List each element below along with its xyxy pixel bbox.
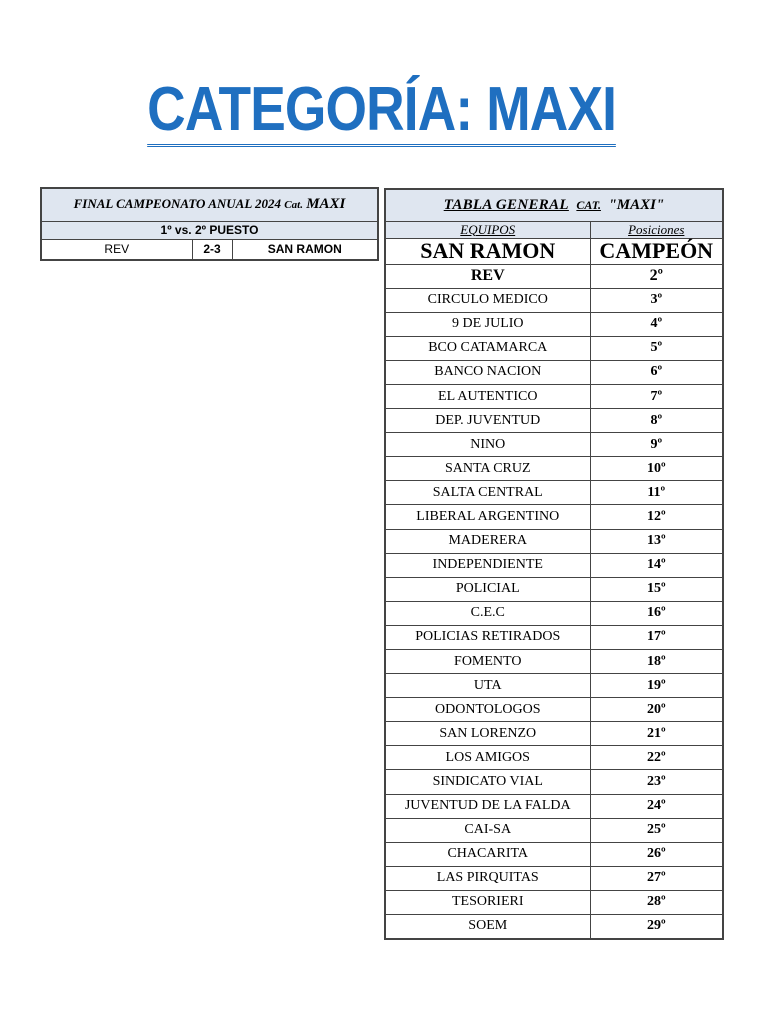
final-heading-main: FINAL CAMPEONATO ANUAL 2024 <box>73 196 282 212</box>
final-score: 2-3 <box>192 239 232 260</box>
table-row <box>385 625 723 649</box>
team-name: UTA <box>385 674 590 698</box>
team-name: LAS PIRQUITAS <box>385 866 590 890</box>
team-name: DEP. JUVENTUD <box>385 409 590 433</box>
page-title: CATEGORÍA: MAXI <box>148 78 617 147</box>
table-row <box>385 794 723 818</box>
table-row <box>385 866 723 890</box>
team-position: 11º <box>590 481 723 505</box>
team-position: 8º <box>590 409 723 433</box>
team-position: 29º <box>590 915 723 939</box>
page-title-wrapper <box>0 75 764 147</box>
team-name: NINO <box>385 433 590 457</box>
team-name: POLICIAL <box>385 577 590 601</box>
team-position: 26º <box>590 842 723 866</box>
standings-body <box>385 264 723 939</box>
team-position: 3º <box>590 288 723 312</box>
general-heading-cat: CAT. <box>576 197 601 212</box>
column-header-positions: Posiciones <box>590 221 723 238</box>
team-name: FOMENTO <box>385 650 590 674</box>
team-name: LOS AMIGOS <box>385 746 590 770</box>
team-name: REV <box>385 264 590 288</box>
team-name: C.E.C <box>385 601 590 625</box>
table-row <box>385 746 723 770</box>
team-position: 28º <box>590 890 723 914</box>
team-name: CIRCULO MEDICO <box>385 288 590 312</box>
table-row <box>385 433 723 457</box>
team-name: SALTA CENTRAL <box>385 481 590 505</box>
table-row <box>385 818 723 842</box>
team-position: 27º <box>590 866 723 890</box>
team-name: SOEM <box>385 915 590 939</box>
team-position: 22º <box>590 746 723 770</box>
champion-team: SAN RAMON <box>385 238 590 264</box>
table-row <box>385 481 723 505</box>
final-heading-name: MAXI <box>306 196 346 213</box>
general-column-headers <box>385 221 723 238</box>
table-row <box>385 505 723 529</box>
team-name: SAN LORENZO <box>385 722 590 746</box>
team-position: 25º <box>590 818 723 842</box>
team-position: 14º <box>590 553 723 577</box>
team-position: 9º <box>590 433 723 457</box>
team-position: 17º <box>590 625 723 649</box>
team-position: 23º <box>590 770 723 794</box>
team-position: 13º <box>590 529 723 553</box>
final-match-row <box>41 239 378 260</box>
champion-label: CAMPEÓN <box>590 238 723 264</box>
team-name: CHACARITA <box>385 842 590 866</box>
final-team1: REV <box>41 239 192 260</box>
table-row <box>385 601 723 625</box>
table-row <box>385 457 723 481</box>
team-name: POLICIAS RETIRADOS <box>385 625 590 649</box>
team-name: TESORIERI <box>385 890 590 914</box>
general-heading-main: TABLA GENERAL <box>443 196 569 213</box>
table-row <box>385 890 723 914</box>
team-name: SINDICATO VIAL <box>385 770 590 794</box>
table-row <box>385 842 723 866</box>
champion-row <box>385 238 723 264</box>
table-row <box>385 577 723 601</box>
general-heading-name: "MAXI" <box>608 196 665 213</box>
team-position: 10º <box>590 457 723 481</box>
team-position: 7º <box>590 384 723 408</box>
final-team2: SAN RAMON <box>232 239 378 260</box>
table-row <box>385 336 723 360</box>
team-name: CAI-SA <box>385 818 590 842</box>
final-match-table <box>40 187 379 261</box>
team-position: 24º <box>590 794 723 818</box>
team-name: INDEPENDIENTE <box>385 553 590 577</box>
table-row <box>385 360 723 384</box>
table-row <box>385 915 723 939</box>
team-name: MADERERA <box>385 529 590 553</box>
team-position: 21º <box>590 722 723 746</box>
table-row <box>385 650 723 674</box>
table-row <box>385 770 723 794</box>
final-heading <box>41 188 378 221</box>
table-row <box>385 384 723 408</box>
table-row <box>385 409 723 433</box>
team-position: 20º <box>590 698 723 722</box>
team-position: 4º <box>590 312 723 336</box>
team-name: EL AUTENTICO <box>385 384 590 408</box>
final-heading-cat: Cat. <box>284 199 303 212</box>
table-row <box>385 722 723 746</box>
team-position: 5º <box>590 336 723 360</box>
team-position: 16º <box>590 601 723 625</box>
general-standings-table <box>384 188 724 940</box>
table-row <box>385 529 723 553</box>
team-name: 9 DE JULIO <box>385 312 590 336</box>
team-name: LIBERAL ARGENTINO <box>385 505 590 529</box>
team-name: JUVENTUD DE LA FALDA <box>385 794 590 818</box>
team-name: BCO CATAMARCA <box>385 336 590 360</box>
table-row <box>385 674 723 698</box>
team-position: 6º <box>590 360 723 384</box>
table-row <box>385 698 723 722</box>
team-position: 12º <box>590 505 723 529</box>
team-position: 18º <box>590 650 723 674</box>
table-row <box>385 264 723 288</box>
final-subheading: 1º vs. 2º PUESTO <box>41 221 378 239</box>
table-row <box>385 288 723 312</box>
team-name: ODONTOLOGOS <box>385 698 590 722</box>
column-header-teams: EQUIPOS <box>385 221 590 238</box>
team-position: 15º <box>590 577 723 601</box>
team-name: SANTA CRUZ <box>385 457 590 481</box>
general-heading <box>385 189 723 221</box>
table-row <box>385 312 723 336</box>
team-position: 2º <box>590 264 723 288</box>
team-name: BANCO NACION <box>385 360 590 384</box>
table-row <box>385 553 723 577</box>
team-position: 19º <box>590 674 723 698</box>
